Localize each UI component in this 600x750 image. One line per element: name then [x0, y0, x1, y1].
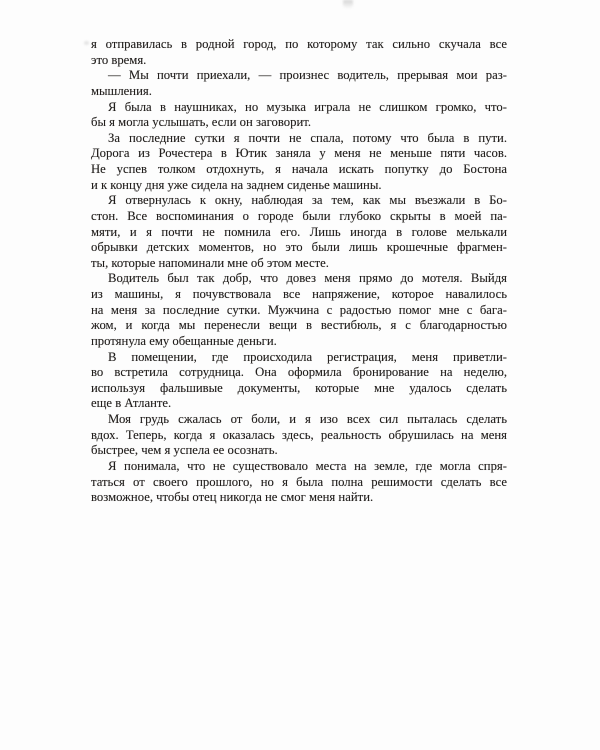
text-line: Дорога из Рочестера в Ютик заняла у меня не меньше пяти часов. — [91, 146, 507, 161]
paragraph — [91, 131, 507, 194]
text-line: протянула ему обещанные деньги. — [91, 333, 277, 348]
text-line: используя фальшивые документы, которые мне удалось сделать — [91, 380, 507, 395]
text-line: ты, которые напоминали мне об этом месте. — [91, 255, 329, 270]
text-line: Не успев толком отдохнуть, я начала искать попутку до Бостона — [91, 162, 507, 176]
text-line: мышления. — [91, 83, 152, 98]
paragraph — [91, 37, 507, 68]
paragraph — [91, 459, 507, 506]
text-line: из машины, я почувствовала все напряжение, которое навалилось — [91, 287, 507, 301]
text-line: Я понимала, что не существовало места на земле, где могла спря- — [108, 458, 507, 473]
text-line: еще в Атланте. — [91, 396, 172, 411]
text-line: возможное, чтобы отец никогда не смог меня найти. — [91, 490, 374, 505]
text-line: вдох. Теперь, когда я оказалась здесь, реальность обрушилась на меня — [91, 427, 507, 442]
text-line: В помещении, где происходила регистрация, меня приветли- — [108, 349, 507, 364]
paragraph — [91, 271, 507, 349]
text-line: бы я могла услышать, если он заговорит. — [91, 115, 311, 130]
text-line: быстрее, чем я успела ее осознать. — [91, 443, 278, 458]
text-line: Водитель был так добр, что довез меня прямо до мотеля. Выйдя — [108, 271, 507, 286]
body-text — [91, 37, 507, 506]
text-line: стон. Все воспоминания о городе были глубоко скрыты в моей па- — [91, 208, 507, 223]
paragraph — [91, 100, 507, 131]
text-line: это время. — [91, 52, 147, 67]
text-line: на меня за последние сутки. Мужчина с радостью помог мне с бага- — [91, 302, 507, 317]
text-line: во встретила сотрудница. Она оформила бронирование на неделю, — [91, 365, 507, 380]
text-line: Я отвернулась к окну, наблюдая за тем, как мы въезжали в Бо- — [108, 193, 507, 208]
paragraph — [91, 350, 507, 413]
text-line: — Мы почти приехали, — произнес водитель, прерывая мои раз- — [108, 68, 507, 83]
scan-speck-artifact — [84, 41, 89, 45]
paragraph — [91, 68, 507, 99]
text-line: Я была в наушниках, но музыка играла не слишком громко, что- — [108, 99, 507, 114]
text-line: жом, и когда мы перенесли вещи в вестибюль, я с благодарностью — [91, 318, 507, 333]
text-line: Моя грудь сжалась от боли, и я изо всех сил пыталась сделать — [108, 412, 507, 426]
paragraph — [91, 193, 507, 271]
scan-smudge-artifact — [343, 0, 353, 9]
text-line: я отправилась в родной город, по которому так сильно скучала все — [91, 37, 507, 51]
text-line: мяти, и я почти не помнила его. Лишь иногда в голове мелькали — [91, 224, 507, 239]
paragraph — [91, 412, 507, 459]
text-line: За последние сутки я почти не спала, потому что была в пути. — [108, 130, 507, 145]
text-line: таться от своего прошлого, но я была полна решимости сделать все — [91, 474, 507, 489]
text-line: и к концу дня уже сидела на заднем сиденье машины. — [91, 177, 382, 192]
text-line: обрывки детских моментов, но это были лишь крошечные фрагмен- — [91, 240, 507, 255]
